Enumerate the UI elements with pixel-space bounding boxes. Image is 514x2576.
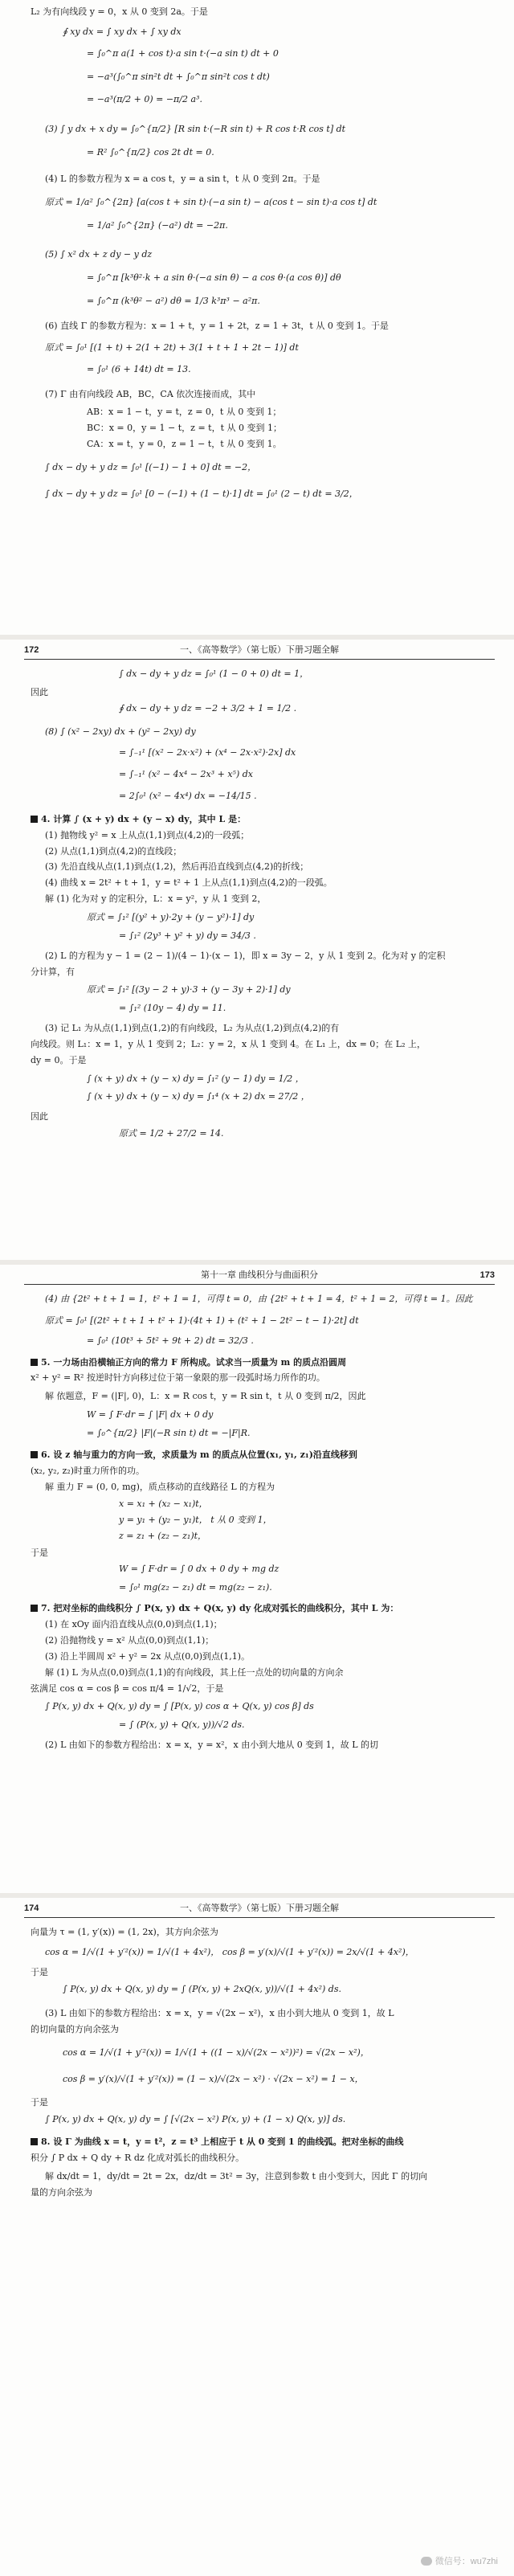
wechat-watermark: 微信号：wu7zhi [421,2556,498,2568]
formula-line: y = y₁ + (y₂ − y₁)t， t 从 0 变到 1， [119,1515,272,1526]
problem-marker-icon [31,1359,38,1366]
text-line: (4) 曲线 x = 2t² + t + 1，y = t² + 1 上从点(1,1)到点(4,2)的一段弧。 [45,877,332,889]
formula-line: (4) 由 {2t² + t + 1 = 1，t² + 1 = 1，可得 t = 0，由 {2t² + t + 1 = 4，t² + 1 = 2，可得 t = 1。因此 [45,1294,473,1304]
running-title: 第十一章 曲线积分与曲面积分 [200,1270,319,1281]
formula-line: z = z₁ + (z₂ − z₁)t， [119,1530,207,1541]
page-3-content [31,1294,495,1756]
text-line: 于是 [31,1966,48,1977]
text-line: (3) 先沿直线从点(1,1)到点(1,2)，然后再沿直线到点(4,2)的折线； [45,861,309,873]
problem-marker-icon [31,816,38,823]
formula-line: 原式 = ∫₀¹ [(2t² + t + 1 + t² + 1)·(4t + 1) + (t² + 1 − 2t² − t − 1)·2t] dt [45,1315,359,1326]
formula-line: 原式 = ∫₁² [(y² + y)·2y + (y − y²)·1] dy [87,911,255,922]
text-line: (1) 抛物线 y² = x 上从点(1,1)到点(4,2)的一段弧； [45,829,250,840]
text-line: x² + y² = R² 按逆时针方向移过位于第一象限的那一段弧时场力所作的功。 [31,1372,325,1384]
text-line: (1) 在 xOy 面内沿直线从点(0,0)到点(1,1)； [45,1619,222,1630]
problem-statement: 6. 设 z 轴与重力的方向一致，求质量为 m 的质点从位置(x₁, y₁, z₁)沿直线移到 [31,1450,495,1462]
formula-line: ∫ dx − dy + y dz = ∫₀¹ (1 − 0 + 0) dt = 1， [119,669,309,679]
text-line: (6) 直线 Γ 的参数方程为：x = 1 + t，y = 1 + 2t，z = 1 + 3t，t 从 0 变到 1。于是 [45,320,389,331]
text-line: 于是 [31,2096,48,2108]
text-line: 解 (1) 化为对 y 的定积分，L：x = y²，y 从 1 变到 2， [45,893,267,905]
problem-statement: 8. 设 Γ 为曲线 x = t，y = t²，z = t³ 上相应于 t 从 0 变到 1 的曲线弧。把对坐标的曲线 [31,2136,495,2149]
text-line: 因此 [31,686,48,697]
formula-line: = ∫₀^π [k³θ²·k + a sin θ·(−a sin θ) − a cos θ·(a cos θ)] dθ [87,272,341,284]
page-number: 173 [479,1270,495,1281]
formula-line: = ∫ (P(x, y) + Q(x, y))/√2 ds. [119,1719,245,1731]
text-line: (2) 从点(1,1)到点(4,2)的直线段； [45,845,182,857]
text-line: (7) Γ 由有向线段 AB，BC，CA 依次连接而成，其中 [45,388,256,399]
text-line: (2) 沿抛物线 y = x² 从点(0,0)到点(1,1)； [45,1635,214,1646]
formula-line: ∫ dx − dy + y dz = ∫₀¹ [0 − (−1) + (1 − t)·1] dt = ∫₀¹ (2 − t) dt = 3/2， [45,488,358,499]
problem-marker-icon [31,1605,38,1612]
text-line: 量的方向余弦为 [31,2186,92,2198]
formula-line: = ∫₀^π (k³θ² − a²) dθ = 1/3 k³π³ − a²π. [87,296,260,307]
formula-line: ∫ (x + y) dx + (y − x) dy = ∫₁⁴ (x + 2) dx = 27/2 ， [87,1091,310,1102]
text-line: (3) 记 L₁ 为从点(1,1)到点(1,2)的有向线段，L₂ 为从点(1,2)到点(4,2)的有 [45,1023,340,1034]
problem-marker-icon [31,2138,38,2145]
problem-statement: 5. 一力场由沿横轴正方向的常力 F 所构成。试求当一质量为 m 的质点沿圆周 [31,1357,495,1369]
text-line: L₂ 为有向线段 y = 0，x 从 0 变到 2a。于是 [31,6,208,17]
formula-line: = ∫₋₁¹ [(x² − 2x·x²) + (x⁴ − 2x·x²)·2x] dx [119,747,296,758]
formula-line: 原式 = 1/a² ∫₀^{2π} [a(cos t + sin t)·(−a sin t) − a(cos t − sin t)·a cos t] dt [45,196,377,207]
text-line: 弦满足 cos α = cos β = cos π/4 = 1/√2，于是 [31,1683,224,1694]
formula-line: (8) ∫ (x² − 2xy) dx + (y² − 2xy) dy [45,726,196,737]
text-line: 解 dx/dt = 1，dy/dt = 2t = 2x，dz/dt = 3t² = 3y，注意到参数 t 由小变到大，因此 Γ 的切向 [45,2171,428,2182]
formula-line: = ∫₁² (10y − 4) dy = 11. [119,1003,226,1014]
problem-marker-icon [31,1451,38,1458]
page-4-content [31,1927,495,2203]
page-header [24,644,495,660]
page-4 [0,1898,514,2576]
page-2 [0,640,514,1260]
text-line: (2) L 由如下的参数方程给出：x = x，y = x²，x 由小到大地从 0 变到 1，故 L 的切 [45,1740,379,1751]
page-1 [0,0,514,635]
formula-line: 原式 = ∫₁² [(3y − 2 + y)·3 + (y − 3y + 2)·1] dy [87,984,291,996]
problem-statement: 4. 计算 ∫ (x + y) dx + (y − x) dy，其中 L 是： [31,814,495,826]
text-line: 解 依题意，F = (|F|, 0)，L：x = R cos t，y = R sin t，t 从 0 变到 π/2，因此 [45,1391,366,1402]
text-line: 因此 [31,1111,48,1122]
text-line: (3) L 由如下的参数方程给出：x = x，y = √(2x − x²)，x 由小到大地从 0 变到 1，故 L [45,2008,394,2019]
page-header [24,1903,495,1918]
page-number: 172 [24,645,39,656]
page-header [24,1270,495,1285]
text-line: 的切向量的方向余弦为 [31,2024,119,2035]
formula-line: (3) ∫ y dx + x dy = ∫₀^{π/2} [R sin t·(−R sin t) + R cos t·R cos t] dt [45,124,346,135]
formula-line: 原式 = 1/2 + 27/2 = 14. [119,1128,224,1139]
text-line: dy = 0。于是 [31,1054,87,1065]
formula-line: = ∫₀^{π/2} |F|(−R sin t) dt = −|F|R. [87,1427,251,1438]
text-line: CA：x = t，y = 0，z = 1 − t，t 从 0 变到 1。 [87,439,282,450]
text-line: (4) L 的参数方程为 x = a cos t，y = a sin t，t 从 0 变到 2π。于是 [45,173,320,184]
text-line: BC：x = 0，y = 1 − t，z = t，t 从 0 变到 1； [87,423,282,434]
formula-line: W = ∫ F·dr = ∫ |F| dx + 0 dy [87,1409,214,1421]
text-line: 向线段。则 L₁：x = 1，y 从 1 变到 2；L₂：y = 2，x 从 1 变到 4。在 L₁ 上，dx = 0；在 L₂ 上， [31,1038,426,1049]
formula-line: ∮ xy dx = ∫ xy dx + ∫ xy dx [63,26,182,37]
formula-line: = −a³(∫₀^π sin²t dt + ∫₀^π sin²t cos t dt) [87,71,270,82]
formula-line: = 2∫₀¹ (x² − 4x⁴) dx = −14/15 . [119,791,257,802]
formula-line: = ∫₀¹ (6 + 14t) dt = 13. [87,363,191,374]
formula-line: x = x₁ + (x₂ − x₁)t， [119,1499,208,1510]
formula-line: = ∫₀^π a(1 + cos t)·a sin t·(−a sin t) dt + 0 [87,47,279,59]
text-line: AB：x = 1 − t，y = t，z = 0，t 从 0 变到 1； [87,407,282,418]
formula-line: cos β = y′(x)/√(1 + y′²(x)) = (1 − x)/√(2x − x²) · √(2x − x²) = 1 − x， [63,2073,364,2084]
formula-line: (5) ∫ x² dx + z dy − y dz [45,249,153,260]
text-line: 解 (1) L 为从点(0,0)到点(1,1)的有向线段，其上任一点处的切向量的方向余 [45,1666,344,1678]
formula-line: cos α = 1/√(1 + y′²(x)) = 1/√(1 + 4x²)， cos β = y′(x)/√(1 + y′²(x)) = 2x/√(1 + 4x²)， [45,1946,414,1957]
formula-line: = 1/a² ∫₀^{2π} (−a²) dt = −2π. [87,219,228,231]
formula-line: ∫ P(x, y) dx + Q(x, y) dy = ∫ [P(x, y) cos α + Q(x, y) cos β] ds [45,1701,314,1712]
formula-line: = ∫₁² (2y³ + y² + y) dy = 34/3 . [119,930,256,941]
formula-line: ∫ P(x, y) dx + Q(x, y) dy = ∫ [√(2x − x²) P(x, y) + (1 − x) Q(x, y)] ds. [45,2113,346,2124]
formula-line: cos α = 1/√(1 + y′²(x)) = 1/√(1 + ((1 − x)/√(2x − x²))²) = √(2x − x²)， [63,2047,369,2059]
formula-line: ∮ dx − dy + y dz = −2 + 3/2 + 1 = 1/2 . [119,702,297,714]
text-line: 分计算，有 [31,966,75,977]
page-1-content [31,6,495,505]
formula-line: = R² ∫₀^{π/2} cos 2t dt = 0. [87,147,214,158]
problem-statement: 7. 把对坐标的曲线积分 ∫ P(x, y) dx + Q(x, y) dy 化成对弧长的曲线积分，其中 L 为： [31,1603,495,1615]
text-line: 解 重力 F = (0, 0, mg)，质点移动的直线路径 L 的方程为 [45,1482,275,1493]
text-line: 于是 [31,1547,48,1558]
formula-line: ∫ (x + y) dx + (y − x) dy = ∫₁² (y − 1) dy = 1/2 ， [87,1073,304,1084]
text-line: (2) L 的方程为 y − 1 = (2 − 1)/(4 − 1)·(x − 1)，即 x = 3y − 2，y 从 1 变到 2。化为对 y 的定积 [45,950,446,961]
formula-line: = −a³(π/2 + 0) = −π/2 a³. [87,94,202,105]
formula-line: = ∫₀¹ (10t³ + 5t² + 9t + 2) dt = 32/3 . [87,1335,254,1346]
page-2-content [31,669,495,1144]
text-line: (x₂, y₂, z₂)时重力所作的功。 [31,1465,145,1476]
page-3 [0,1265,514,1893]
text-line: 积分 ∫ P dx + Q dy + R dz 化成对弧长的曲线积分。 [31,2153,245,2164]
formula-line: ∫ dx − dy + y dz = ∫₀¹ [(−1) − 1 + 0] dt = −2， [45,461,257,472]
formula-line: ∫ P(x, y) dx + Q(x, y) dy = ∫ (P(x, y) + 2xQ(x, y))/√(1 + 4x²) ds. [63,1983,341,1994]
text-line: 向量为 τ = (1, y′(x)) = (1, 2x)，其方向余弦为 [31,1927,218,1937]
running-title: 一、《高等数学》（第七版）下册习题全解 [180,1903,339,1914]
formula-line: 原式 = ∫₀¹ [(1 + t) + 2(1 + 2t) + 3(1 + t + 1 + 2t − 1)] dt [45,341,299,353]
text-line: (3) 沿上半圆周 x² + y² = 2x 从点(0,0)到点(1,1)。 [45,1650,251,1662]
formula-line: = ∫₀¹ mg(z₂ − z₁) dt = mg(z₂ − z₁). [119,1581,272,1593]
formula-line: = ∫₋₁¹ (x² − 4x⁴ − 2x³ + x⁵) dx [119,769,253,780]
page-number: 174 [24,1903,39,1914]
running-title: 一、《高等数学》（第七版）下册习题全解 [180,645,339,656]
formula-line: W = ∫ F·dr = ∫ 0 dx + 0 dy + mg dz [119,1563,279,1574]
